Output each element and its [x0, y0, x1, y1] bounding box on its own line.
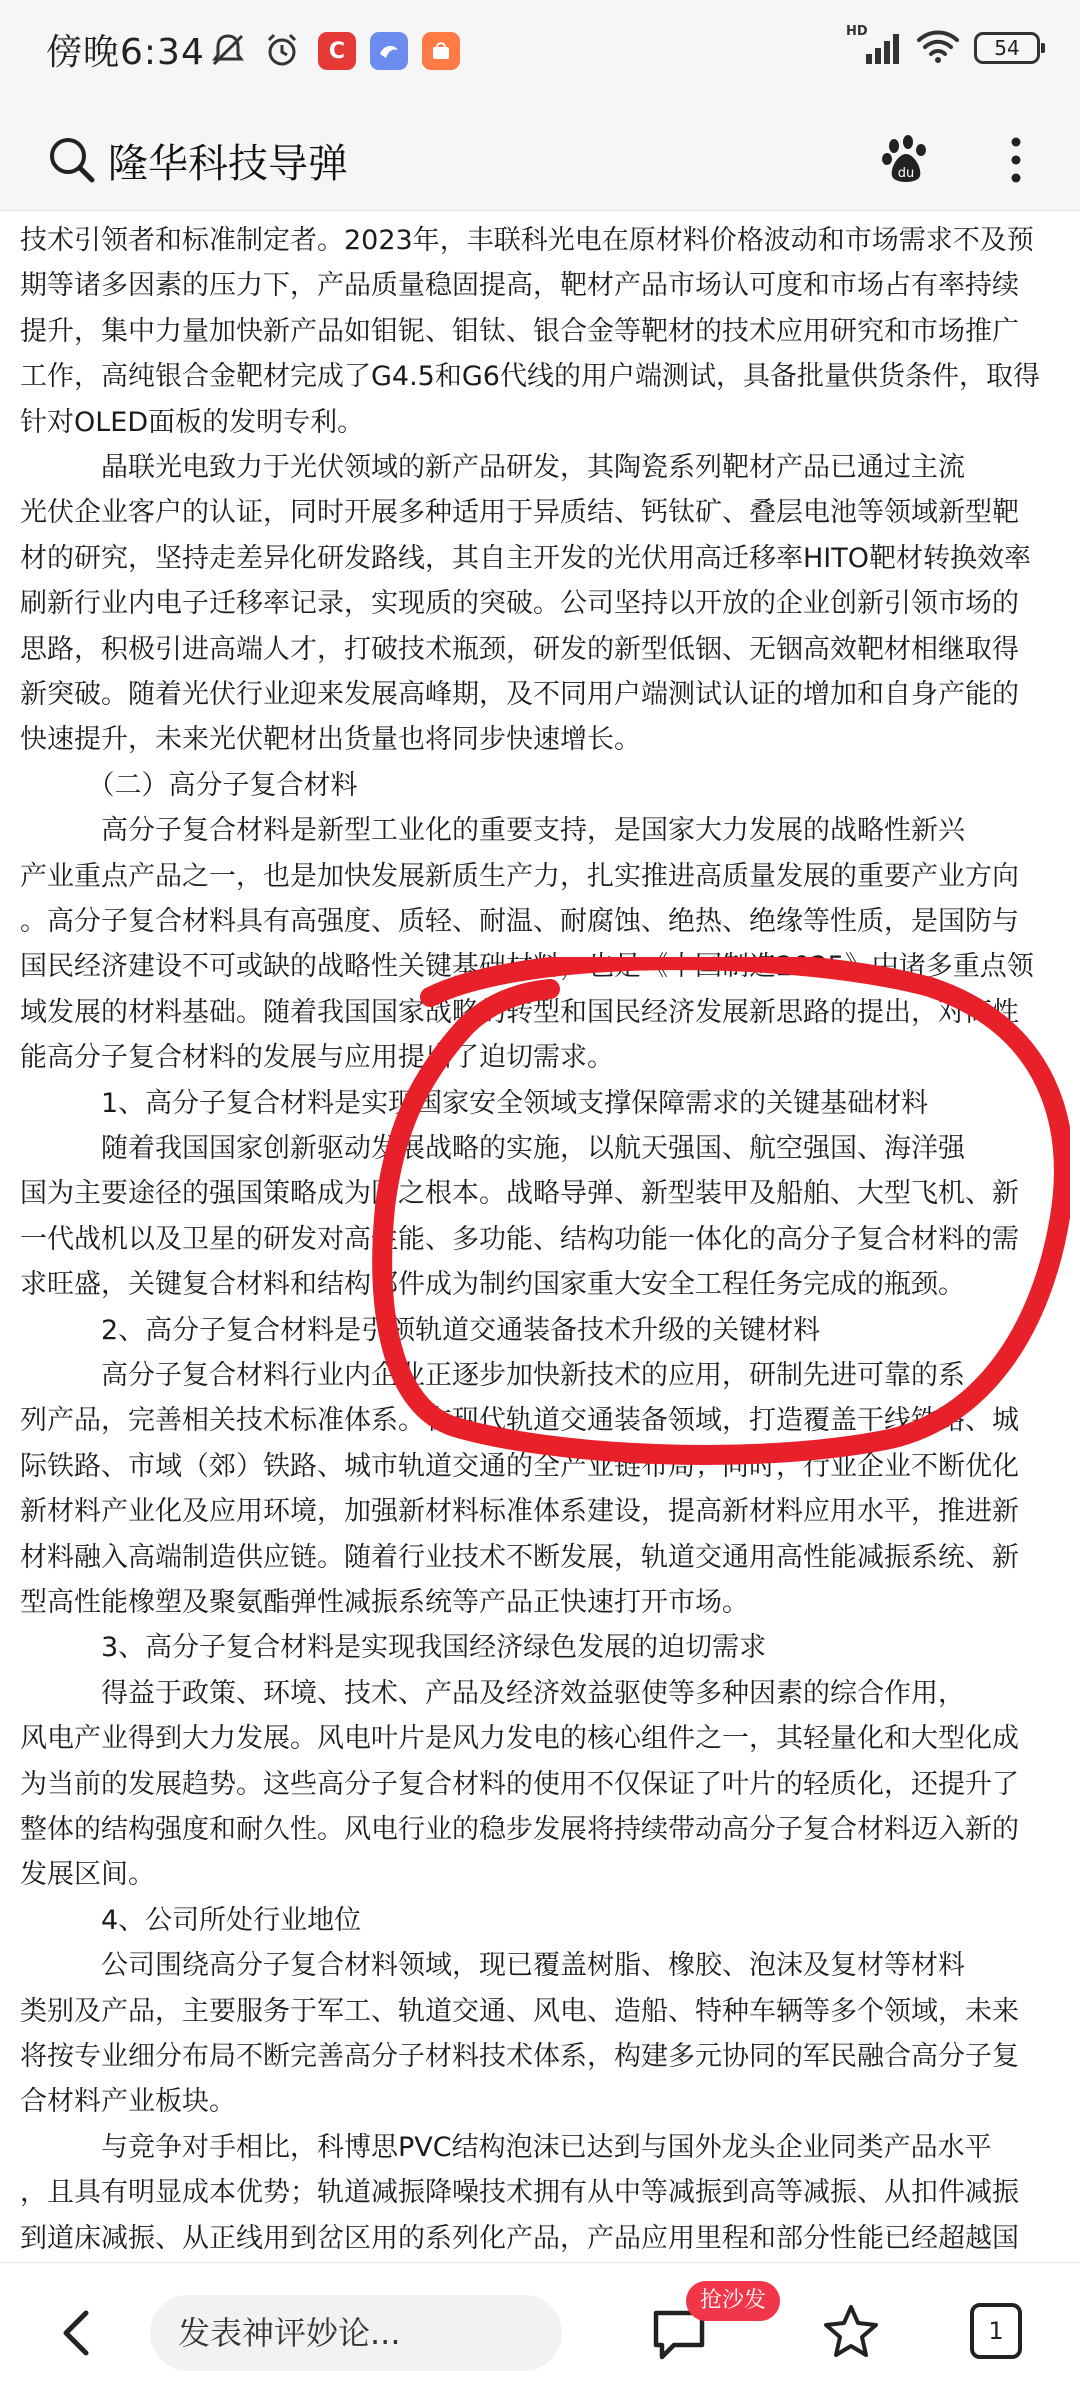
- app-c-icon: C: [318, 32, 356, 70]
- wifi-icon: [916, 28, 960, 68]
- article-line: 整体的结构强度和耐久性。风电行业的稳步发展将持续带动高分子复合材料迈入新的: [20, 1814, 1019, 1845]
- app-shopping-icon: [422, 32, 460, 70]
- article-line: 快速提升，未来光伏靶材出货量也将同步快速增长。: [20, 724, 641, 756]
- article-line: 际铁路、市域（郊）铁路、城市轨道交通的全产业链布局；同时，行业企业不断优化: [20, 1450, 1019, 1482]
- search-header: [0, 110, 1080, 211]
- article-line: 光伏企业客户的认证，同时开展多种适用于异质结、钙钛矿、叠层电池等领域新型靶: [20, 497, 1019, 529]
- article-line: 发展区间。: [20, 1859, 155, 1891]
- article-line: 到道床减振、从正线用到岔区用的系列化产品，产品应用里程和部分性能已经超越国: [20, 2222, 1019, 2254]
- article-line: 合材料产业板块。: [20, 2086, 236, 2118]
- article-line: 得益于政策、环境、技术、产品及经济效益驱使等多种因素的综合作用，: [20, 1677, 965, 1709]
- network-type-label: HD: [846, 24, 868, 39]
- svg-text:du: du: [897, 166, 915, 181]
- article-line: 1、高分子复合材料是实现国家安全领域支撑保障需求的关键基础材料: [20, 1087, 929, 1119]
- sofa-badge[interactable]: 抢沙发: [686, 2281, 780, 2321]
- article-line: 为当前的发展趋势。这些高分子复合材料的使用不仅保证了叶片的轻质化，还提升了: [20, 1768, 1019, 1800]
- article-line: 与竞争对手相比，科博思PVC结构泡沫已达到与国外龙头企业同类产品水平: [20, 2131, 992, 2163]
- article-line: 工作，高纯银合金靶材完成了G4.5和G6代线的用户端测试，具备批量供货条件，取得: [20, 361, 1040, 393]
- article-line: 高分子复合材料行业内企业正逐步加快新技术的应用，研制先进可靠的系: [20, 1360, 965, 1391]
- article-line: 类别及产品，主要服务于军工、轨道交通、风电、造船、特种车辆等多个领域，未来: [20, 1995, 1019, 2027]
- cellular-signal-icon: [846, 24, 902, 66]
- article-line: 3、高分子复合材料是实现我国经济绿色发展的迫切需求: [20, 1632, 767, 1664]
- article-line: 高分子复合材料是新型工业化的重要支持，是国家大力发展的战略性新兴: [20, 815, 965, 847]
- article-line: 针对OLED面板的发明专利。: [20, 406, 365, 438]
- article-line: ，且具有明显成本优势；轨道减振降噪技术拥有从中等减振到高等减振、从扣件减振: [20, 2177, 1019, 2209]
- article-line: 刷新行业内电子迁移率记录，实现质的突破。公司坚持以开放的企业创新引领市场的: [20, 588, 1019, 620]
- baidu-paw-icon[interactable]: [878, 132, 934, 188]
- article-line: 将按专业细分布局不断完善高分子材料技术体系，构建多元协同的军民融合高分子复: [20, 2041, 1019, 2072]
- article-line: （二）高分子复合材料: [20, 769, 358, 801]
- bottom-toolbar: [0, 2262, 1080, 2401]
- alarm-clock-icon: [262, 30, 302, 70]
- article-line: 国民经济建设不可或缺的战略性关键基础材料，也是《中国制造2025》中诸多重点领: [20, 951, 1034, 983]
- article-line: 能高分子复合材料的发展与应用提出了迫切需求。: [20, 1042, 614, 1074]
- article-line: 技术引领者和标准制定者。2023年，丰联科光电在原材料价格波动和市场需求不及预: [20, 225, 1034, 256]
- article-line: 新突破。随着光伏行业迎来发展高峰期，及不同用户端测试认证的增加和自身产能的: [20, 679, 1019, 710]
- mute-bell-icon: [208, 30, 248, 70]
- status-bar: [0, 0, 1080, 110]
- article-line: 4、公司所处行业地位: [20, 1904, 362, 1936]
- search-query-title[interactable]: 隆华科技导弹: [108, 141, 348, 187]
- article-content: [0, 212, 1080, 2262]
- article-line: 新材料产业化及应用环境，加强新材料标准体系建设，提高新材料应用水平，推进新: [20, 1496, 1019, 1528]
- article-line: 求旺盛，关键复合材料和结构部件成为制约国家重大安全工程任务完成的瓶颈。: [20, 1269, 965, 1301]
- article-line: 域发展的材料基础。随着我国国家战略的转型和国民经济发展新思路的提出，对高性: [20, 996, 1019, 1028]
- article-line: 思路，积极引进高端人才，打破技术瓶颈，研发的新型低铟、无铟高效靶材相继取得: [20, 633, 1019, 665]
- article-line: 型高性能橡塑及聚氨酯弹性减振系统等产品正快速打开市场。: [20, 1587, 749, 1618]
- tab-count-icon[interactable]: 1: [970, 2303, 1022, 2359]
- app-bird-icon: [370, 32, 408, 70]
- article-line: 。高分子复合材料具有高强度、质轻、耐温、耐腐蚀、绝热、绝缘等性质，是国防与: [20, 906, 1019, 937]
- article-line: 随着我国国家创新驱动发展战略的实施，以航天强国、航空强国、海洋强: [20, 1133, 965, 1164]
- article-line: 提升，集中力量加快新产品如钼铌、钼钛、银合金等靶材的技术应用研究和市场推广: [20, 315, 1019, 347]
- article-line: 一代战机以及卫星的研发对高性能、多功能、结构功能一体化的高分子复合材料的需: [20, 1223, 1019, 1255]
- article-line: 材的研究，坚持走差异化研发路线，其自主开发的光伏用高迁移率HITO靶材转换效率: [20, 542, 1032, 574]
- article-line: 国为主要途径的强国策略成为国之根本。战略导弹、新型装甲及船舶、大型飞机、新: [20, 1178, 1019, 1210]
- article-line: 列产品，完善相关技术标准体系。在现代轨道交通装备领域，打造覆盖干线铁路、城: [20, 1405, 1019, 1437]
- favorite-star-icon[interactable]: [820, 2301, 882, 2363]
- article-line: 产业重点产品之一，也是加快发展新质生产力，扎实推进高质量发展的重要产业方向: [20, 860, 1019, 892]
- status-time: 傍晚6:34: [46, 32, 205, 73]
- article-line: 期等诸多因素的压力下，产品质量稳固提高，靶材产品市场认可度和市场占有率持续: [20, 270, 1019, 302]
- battery-indicator: 54: [974, 32, 1040, 64]
- status-right-group: [846, 24, 1040, 68]
- article-line: 晶联光电致力于光伏领域的新产品研发，其陶瓷系列靶材产品已通过主流: [20, 452, 965, 483]
- more-options-icon[interactable]: [996, 132, 1036, 188]
- search-icon[interactable]: [44, 132, 100, 188]
- article-line: 材料融入高端制造供应链。随着行业技术不断发展，轨道交通用高性能减振系统、新: [20, 1541, 1019, 1573]
- article-line: 2、高分子复合材料是引领轨道交通装备技术升级的关键材料: [20, 1314, 821, 1346]
- article-line: 公司围绕高分子复合材料领域，现已覆盖树脂、橡胶、泡沫及复材等材料: [20, 1950, 965, 1982]
- back-arrow-icon[interactable]: [48, 2303, 108, 2363]
- comment-input[interactable]: [150, 2295, 562, 2371]
- article-line: 风电产业得到大力发展。风电叶片是风力发电的核心组件之一，其轻量化和大型化成: [20, 1723, 1019, 1755]
